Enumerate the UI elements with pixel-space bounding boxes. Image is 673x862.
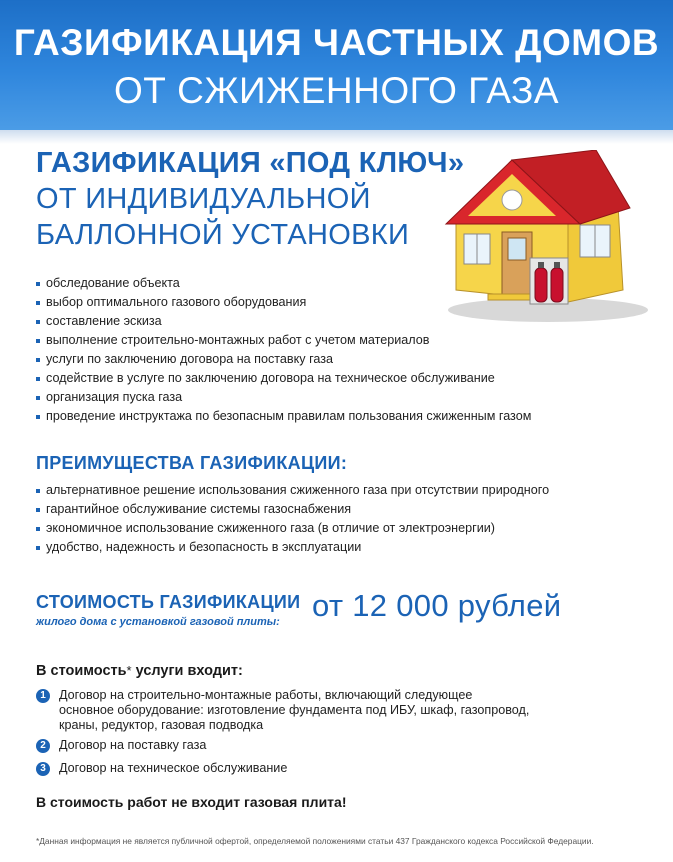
included-item-line: Договор на строительно-монтажные работы, включающий следующее [59,688,473,702]
header-shadow [0,130,673,144]
header-title-line2: ОТ СЖИЖЕННОГО ГАЗА [113,70,560,111]
footnote: *Данная информация не является публичной офертой, определяемой положениями статьи 437 Гражданского кодекса Российской Федерации. [36,836,594,846]
cost-subtitle: жилого дома с установкой газовой плиты: [36,616,280,628]
included-item-line: основное оборудование: изготовление фундамента под ИБУ, шкаф, газопровод, [59,703,530,717]
list-item: удобство, надежность и безопасность в эксплуатации [36,538,549,557]
list-item: проведение инструктажа по безопасным правилам пользования сжиженным газом [36,407,531,426]
advantages-title: ПРЕИМУЩЕСТВА ГАЗИФИКАЦИИ: [36,453,348,473]
header-banner [0,0,673,130]
cost-title: СТОИМОСТЬ ГАЗИФИКАЦИИ [36,592,301,612]
services-list [36,274,531,426]
list-item: услуги по заключению договора на поставку газа [36,350,531,369]
list-item: организация пуска газа [36,388,531,407]
list-item: выполнение строительно-монтажных работ с учетом материалов [36,331,531,350]
list-item: содействие в услуге по заключению договора на техническое обслуживание [36,369,531,388]
list-item: обследование объекта [36,274,531,293]
list-item: выбор оптимального газового оборудования [36,293,531,312]
gas-cylinder-icon [530,258,568,304]
list-item: альтернативное решение использования сжиженного газа при отсутствии природного [36,481,549,500]
number-badge: 1 [36,689,50,703]
attic-window [502,190,522,210]
door-glass [508,238,526,260]
included-title-text: В стоимость [36,663,127,679]
number-badge: 3 [36,762,50,776]
included-title-rest: услуги входит: [131,663,243,679]
cost-price: от 12 000 рублей [312,588,562,623]
list-item: составление эскиза [36,312,531,331]
footnote-star: * [126,663,132,678]
included-item-line: Договор на техническое обслуживание [59,761,288,775]
turnkey-title-line2: ОТ ИНДИВИДУАЛЬНОЙ [36,183,371,215]
turnkey-title-line1: ГАЗИФИКАЦИЯ «ПОД КЛЮЧ» [36,147,465,179]
included-item-text [59,688,529,733]
exclusion-note: В стоимость работ не входит газовая плита! [36,794,347,810]
included-item-line: краны, редуктор, газовая подводка [59,718,264,732]
included-title [36,663,243,679]
turnkey-title-line3: БАЛЛОННОЙ УСТАНОВКИ [36,219,410,251]
included-item-line: Договор на поставку газа [59,738,207,752]
list-item: гарантийное обслуживание системы газоснабжения [36,500,549,519]
advantages-list [36,481,549,557]
number-badge: 2 [36,739,50,753]
list-item: экономичное использование сжиженного газа (в отличие от электроэнергии) [36,519,549,538]
gas-cylinder-1 [535,268,547,302]
gas-cylinder-2 [551,268,563,302]
header-title-line1: ГАЗИФИКАЦИЯ ЧАСТНЫХ ДОМОВ [13,22,660,63]
